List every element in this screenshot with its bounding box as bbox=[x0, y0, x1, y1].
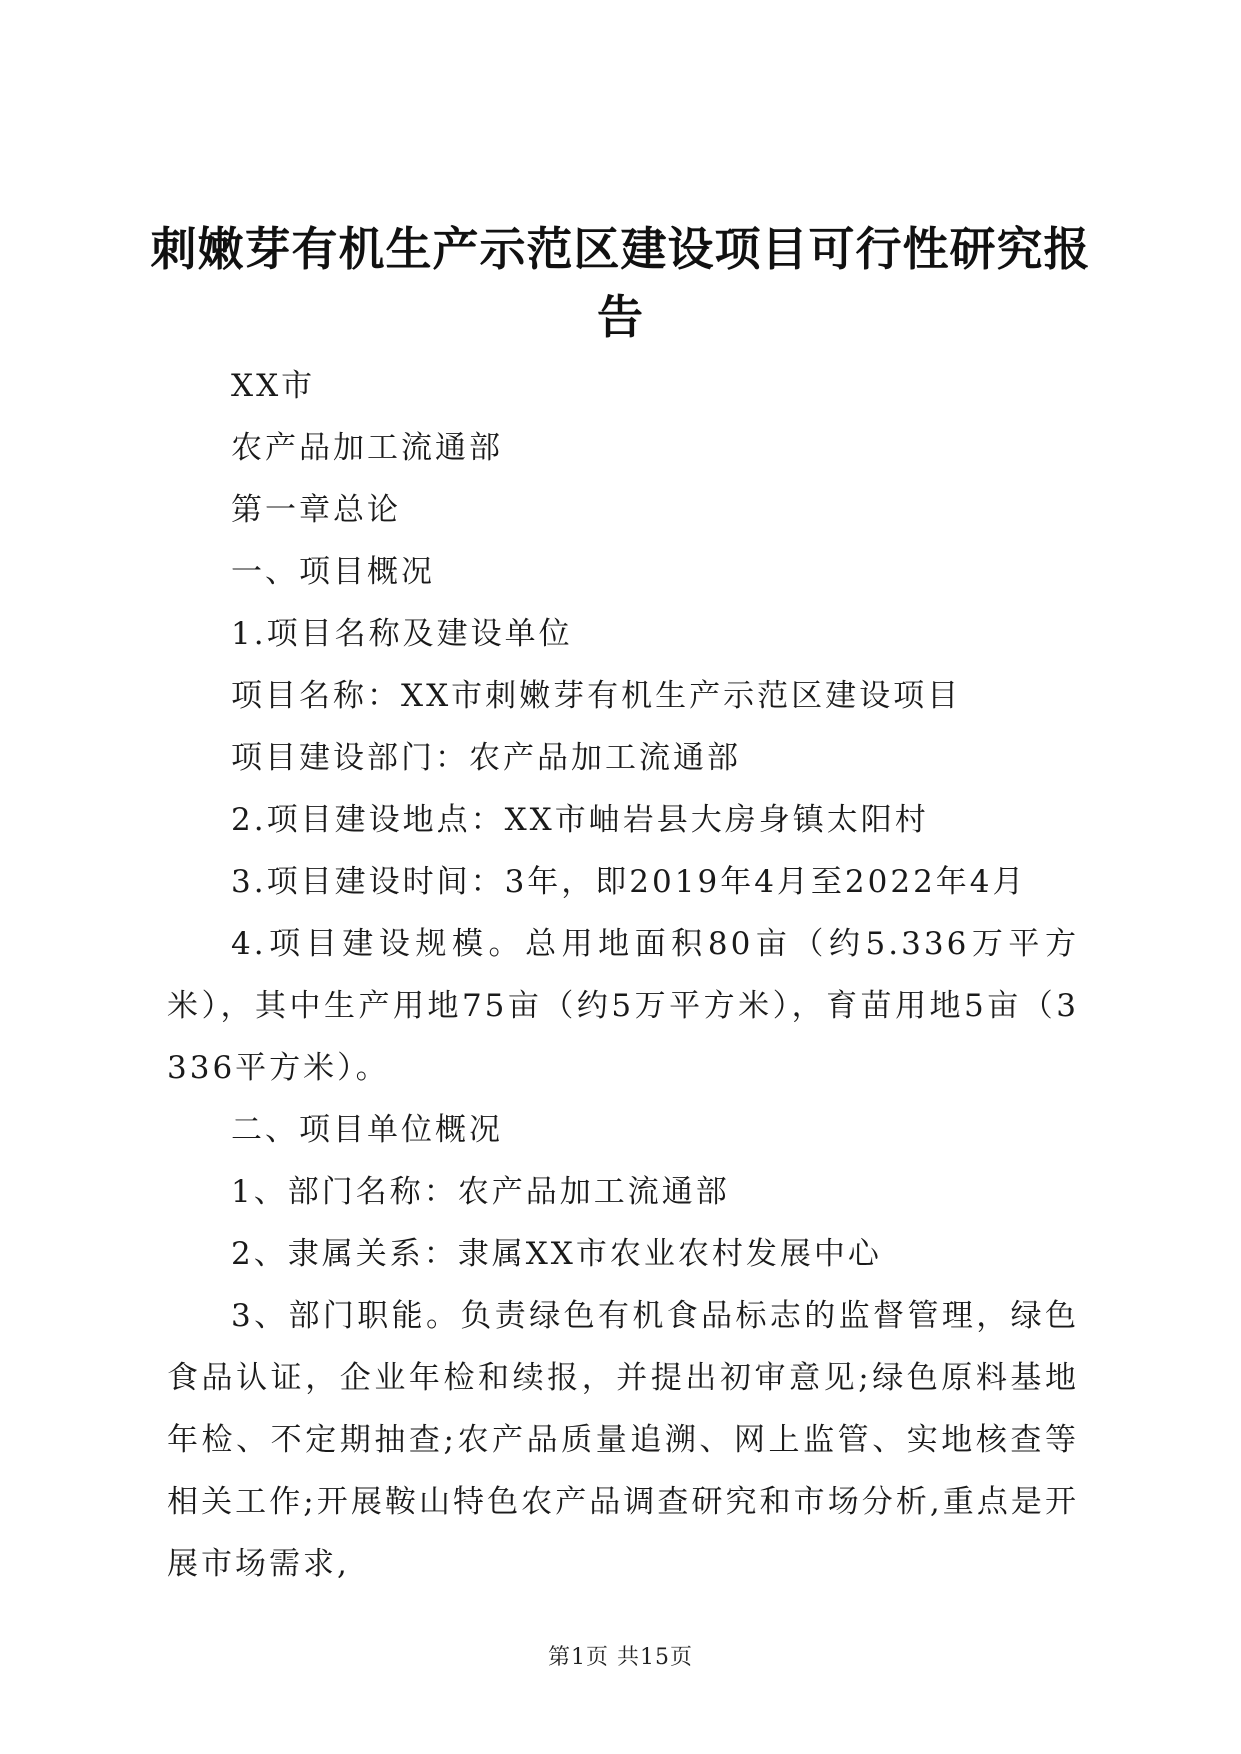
paragraph-affiliation: 2、隶属关系：隶属XX市农业农村发展中心 bbox=[231, 1236, 882, 1272]
paragraph-project-name: 项目名称：XX市刺嫩芽有机生产示范区建设项目 bbox=[231, 678, 962, 714]
document-body bbox=[167, 355, 1079, 1595]
subsection-name-unit: 1.项目名称及建设单位 bbox=[231, 616, 573, 652]
paragraph-project-scale: 4.项目建设规模。总用地面积80亩（约5.336万平方米），其中生产用地75亩（约5万平方米），育苗用地5亩（3336平方米）。 bbox=[167, 926, 1079, 1086]
page-footer: 第1页 共15页 bbox=[548, 1645, 693, 1670]
paragraph-department: 农产品加工流通部 bbox=[231, 430, 503, 466]
section-heading-overview: 一、项目概况 bbox=[231, 554, 435, 590]
paragraph-project-time: 3.项目建设时间：3年，即2019年4月至2022年4月 bbox=[231, 864, 1027, 900]
paragraph-city: XX市 bbox=[231, 368, 316, 404]
document-title: 刺嫩芽有机生产示范区建设项目可行性研究报告 bbox=[150, 222, 1091, 344]
section-heading-unit-overview: 二、项目单位概况 bbox=[231, 1112, 503, 1148]
paragraph-project-location: 2.项目建设地点：XX市岫岩县大房身镇太阳村 bbox=[231, 802, 929, 838]
paragraph-project-department: 项目建设部门：农产品加工流通部 bbox=[231, 740, 741, 776]
paragraph-department-name: 1、部门名称：农产品加工流通部 bbox=[231, 1174, 730, 1210]
chapter-heading: 第一章总论 bbox=[231, 492, 401, 528]
paragraph-department-functions: 3、部门职能。负责绿色有机食品标志的监督管理，绿色食品认证，企业年检和续报，并提出初审意见;绿色原料基地年检、不定期抽查;农产品质量追溯、网上监管、实地核查等相关工作;开展鞍山特色农产品调查研究和市场分析,重点是开展市场需求, bbox=[167, 1298, 1079, 1582]
